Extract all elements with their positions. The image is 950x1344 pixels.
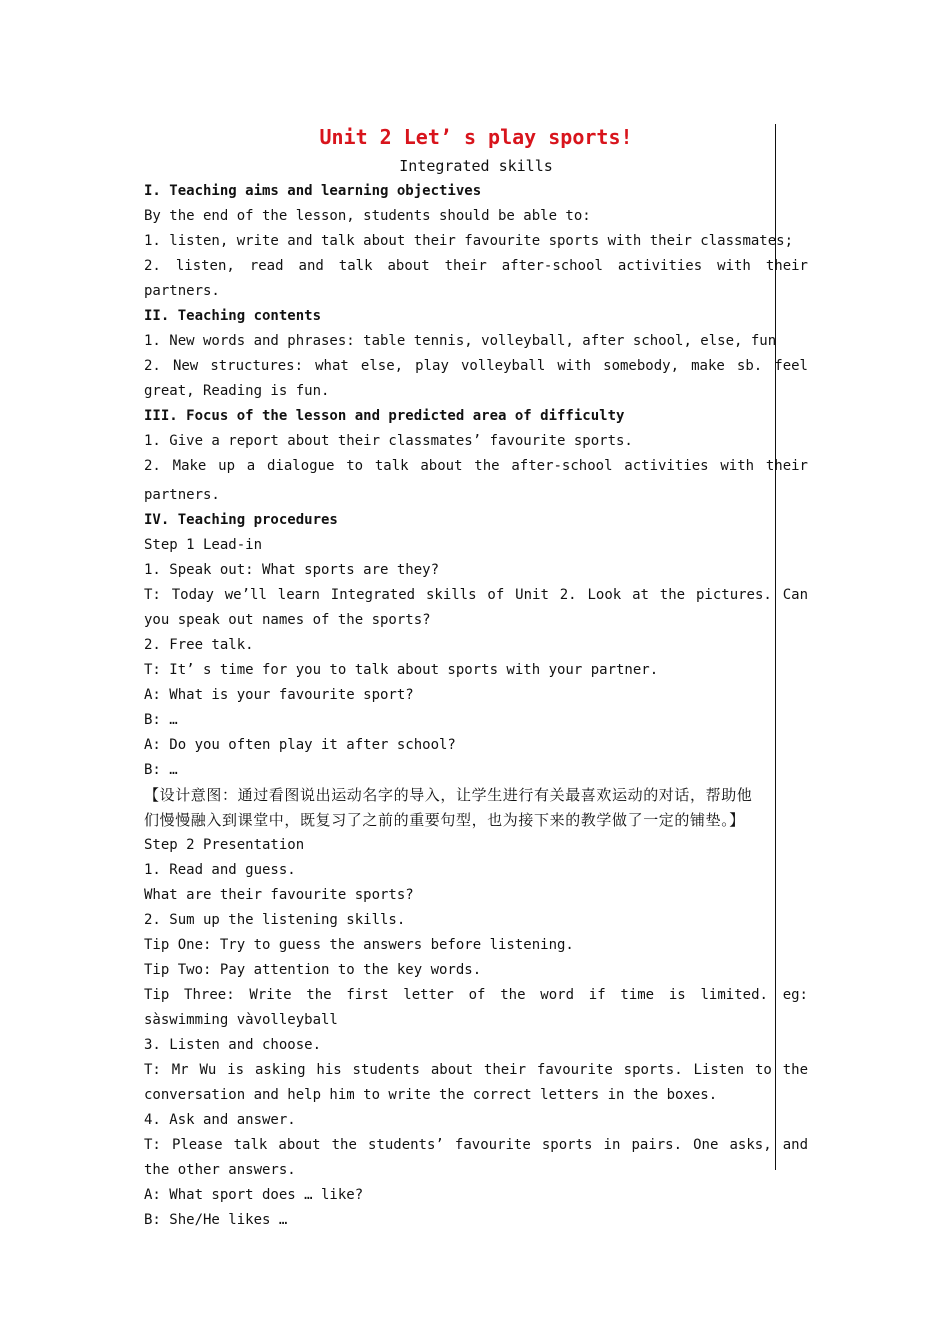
step-heading: Step 2 Presentation — [144, 837, 305, 853]
dialogue-line: B: … — [144, 712, 178, 728]
dialogue-line: B: She/He likes … — [144, 1212, 288, 1228]
paragraph-line: 1. New words and phrases: table tennis, volleyball, after school, else, fun — [144, 333, 777, 349]
paragraph-line: 2. Sum up the listening skills. — [144, 912, 406, 928]
paragraph-line: T: Please talk about the students’ favourite sports in pairs. One asks, and — [144, 1137, 808, 1153]
paragraph-line: partners. — [144, 487, 220, 503]
paragraph-line: 2. New structures: what else, play volleyball with somebody, make sb. feel — [144, 358, 808, 374]
paragraph-line: T: Mr Wu is asking his students about their favourite sports. Listen to the — [144, 1062, 808, 1078]
paragraph-line: 1. Speak out: What sports are they? — [144, 562, 440, 578]
paragraph-line: What are their favourite sports? — [144, 887, 414, 903]
tip-line: Tip Three: Write the first letter of the word if time is limited. eg: — [144, 987, 808, 1003]
paragraph-line: 2. listen, read and talk about their after-school activities with their — [144, 258, 808, 274]
dialogue-line: B: … — [144, 762, 178, 778]
paragraph-line: 2. Make up a dialogue to talk about the after-school activities with their — [144, 458, 808, 474]
paragraph-line: 1. listen, write and talk about their favourite sports with their classmates; — [144, 233, 794, 249]
paragraph-line: T: Today we’ll learn Integrated skills of Unit 2. Look at the pictures. Can — [144, 587, 808, 603]
design-intent-note: 【设计意图：通过看图说出运动名字的导入，让学生进行有关最喜欢运动的对话，帮助他 — [144, 786, 753, 804]
step-heading: Step 1 Lead-in — [144, 537, 263, 553]
design-intent-note: 们慢慢融入到课堂中，既复习了之前的重要句型，也为接下来的教学做了一定的铺垫。】 — [144, 811, 745, 829]
paragraph-line: great, Reading is fun. — [144, 383, 330, 399]
section-heading-procedures: IV. Teaching procedures — [144, 512, 338, 528]
paragraph-line: sàswimming vàvolleyball — [144, 1012, 338, 1028]
paragraph-line: 4. Ask and answer. — [144, 1112, 296, 1128]
paragraph-line: you speak out names of the sports? — [144, 612, 431, 628]
dialogue-line: A: What sport does … like? — [144, 1187, 364, 1203]
dialogue-line: A: What is your favourite sport? — [144, 687, 414, 703]
paragraph-line: 3. Listen and choose. — [144, 1037, 322, 1053]
paragraph-line: T: It’ s time for you to talk about sports with your partner. — [144, 662, 659, 678]
paragraph-line: By the end of the lesson, students should be able to: — [144, 208, 591, 224]
tip-line: Tip Two: Pay attention to the key words. — [144, 962, 482, 978]
tip-line: Tip One: Try to guess the answers before listening. — [144, 937, 574, 953]
section-heading-aims: I. Teaching aims and learning objectives — [144, 183, 482, 199]
section-heading-contents: II. Teaching contents — [144, 308, 322, 324]
paragraph-line: 2. Free talk. — [144, 637, 254, 653]
document-subtitle: Integrated skills — [399, 157, 553, 175]
paragraph-line: the other answers. — [144, 1162, 296, 1178]
paragraph-line: 1. Give a report about their classmates’ favourite sports. — [144, 433, 633, 449]
section-heading-focus: III. Focus of the lesson and predicted area of difficulty — [144, 408, 625, 424]
document-page — [144, 120, 808, 1233]
paragraph-line: partners. — [144, 283, 220, 299]
paragraph-line: 1. Read and guess. — [144, 862, 296, 878]
paragraph-line: conversation and help him to write the correct letters in the boxes. — [144, 1087, 718, 1103]
vertical-margin-rule — [775, 124, 776, 1170]
document-title: Unit 2 Let’ s play sports! — [319, 125, 633, 149]
dialogue-line: A: Do you often play it after school? — [144, 737, 456, 753]
